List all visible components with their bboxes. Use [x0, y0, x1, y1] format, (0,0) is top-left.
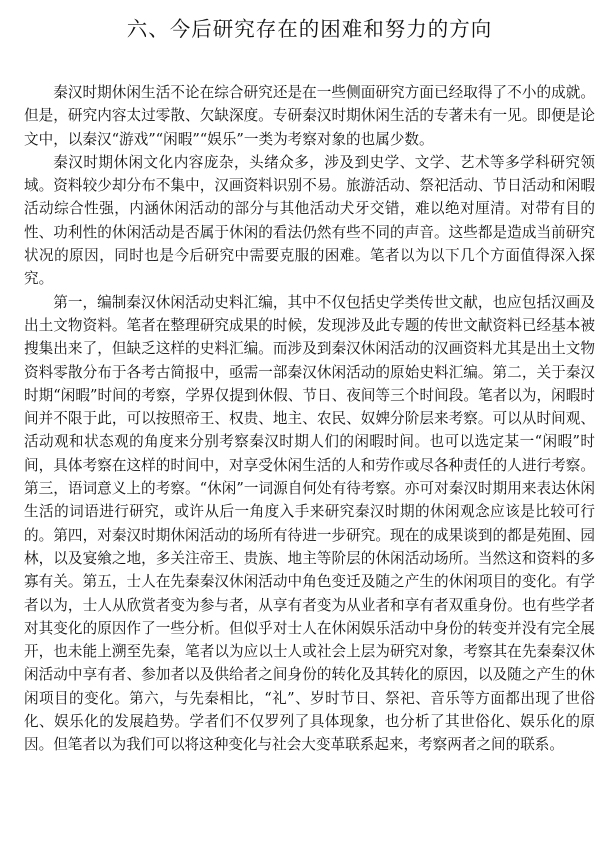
paragraph-2: 秦汉时期休闲文化内容庞杂，头绪众多，涉及到史学、文学、艺术等多学科研究领域。资料较少却分布不集中，汉画资料识别不易。旅游活动、祭祀活动、节日活动和闲暇活动综合性强，内涵休闲活动的部分与其他活动犬牙交错，难以绝对厘清。对带有目的性、功利性的休闲活动是否属于休闲的看法仍然有些不同的声音。这些都是造成当前研究状况的原因，同时也是今后研究中需要克服的困难。笔者以为以下几个方面值得深入探究。 [24, 153, 595, 288]
paragraph-1: 秦汉时期休闲生活不论在综合研究还是在一些侧面研究方面已经取得了不小的成就。但是，研究内容太过零散、欠缺深度。专研秦汉时期休闲生活的专著未有一见。即便是论文中，以秦汉“游戏”“闲暇”“娱乐”一类为考察对象的也属少数。 [24, 84, 595, 148]
section-title: 六、今后研究存在的困难和努力的方向 [126, 17, 493, 41]
paragraph-3: 第一，编制秦汉休闲活动史料汇编，其中不仅包括史学类传世文献，也应包括汉画及出土文物资料。笔者在整理研究成果的时候，发现涉及此专题的传世文献资料已经基本被搜集出来了，但缺乏这样的史料汇编。而涉及到秦汉休闲活动的汉画资料尤其是出土文物资料零散分布于各考古简报中，亟需一部秦汉休闲活动的原始史料汇编。第二，关于秦汉时期“闲暇”时间的考察，学界仅提到休假、节日、夜间等三个时间段。笔者以为，闲暇时间并不限于此，可以按照帝王、权贵、地主、农民、奴婢分阶层来考察。可以从时间观、活动观和状态观的角度来分别考察秦汉时期人们的闲暇时间。也可以选定某一“闲暇”时间，具体考察在这样的时间中，对享受休闲生活的人和劳作或尽各种责任的人进行考察。第三，语词意义上的考察。“休闲”一词源自何处有待考察。亦可对秦汉时期用来表达休闲生活的词语进行研究，或许从后一角度入手来研究秦汉时期的休闲观念应该是比较可行的。第四，对秦汉时期休闲活动的场所有待进一步研究。现在的成果谈到的都是苑囿、园林，以及宴飨之地，多关注帝王、贵族、地主等阶层的休闲活动场所。当然这和资料的多寡有关。第五，士人在先秦秦汉休闲活动中角色变迁及随之产生的休闲项目的变化。有学者以为，士人从欣赏者变为参与者，从享有者变为从业者和享有者双重身份。也有些学者对其变化的原因作了一些分析。但似乎对士人在休闲娱乐活动中身份的转变并没有完全展开，也未能上溯至先秦，笔者以为应以士人或社会上层为研究对象，考察其在先秦秦汉休闲活动中享有者、参加者以及供给者之间身份的转化及其转化的原因，以及随之产生的休闲项目的变化。第六，与先秦相比，“礼”、岁时节日、祭祀、音乐等方面都出现了世俗化、娱乐化的发展趋势。学者们不仅罗列了具体现象，也分析了其世俗化、娱乐化的原因。但笔者以为我们可以将这种变化与社会大变革联系起来，考察两者之间的联系。 [24, 293, 595, 754]
body-text [24, 81, 595, 757]
